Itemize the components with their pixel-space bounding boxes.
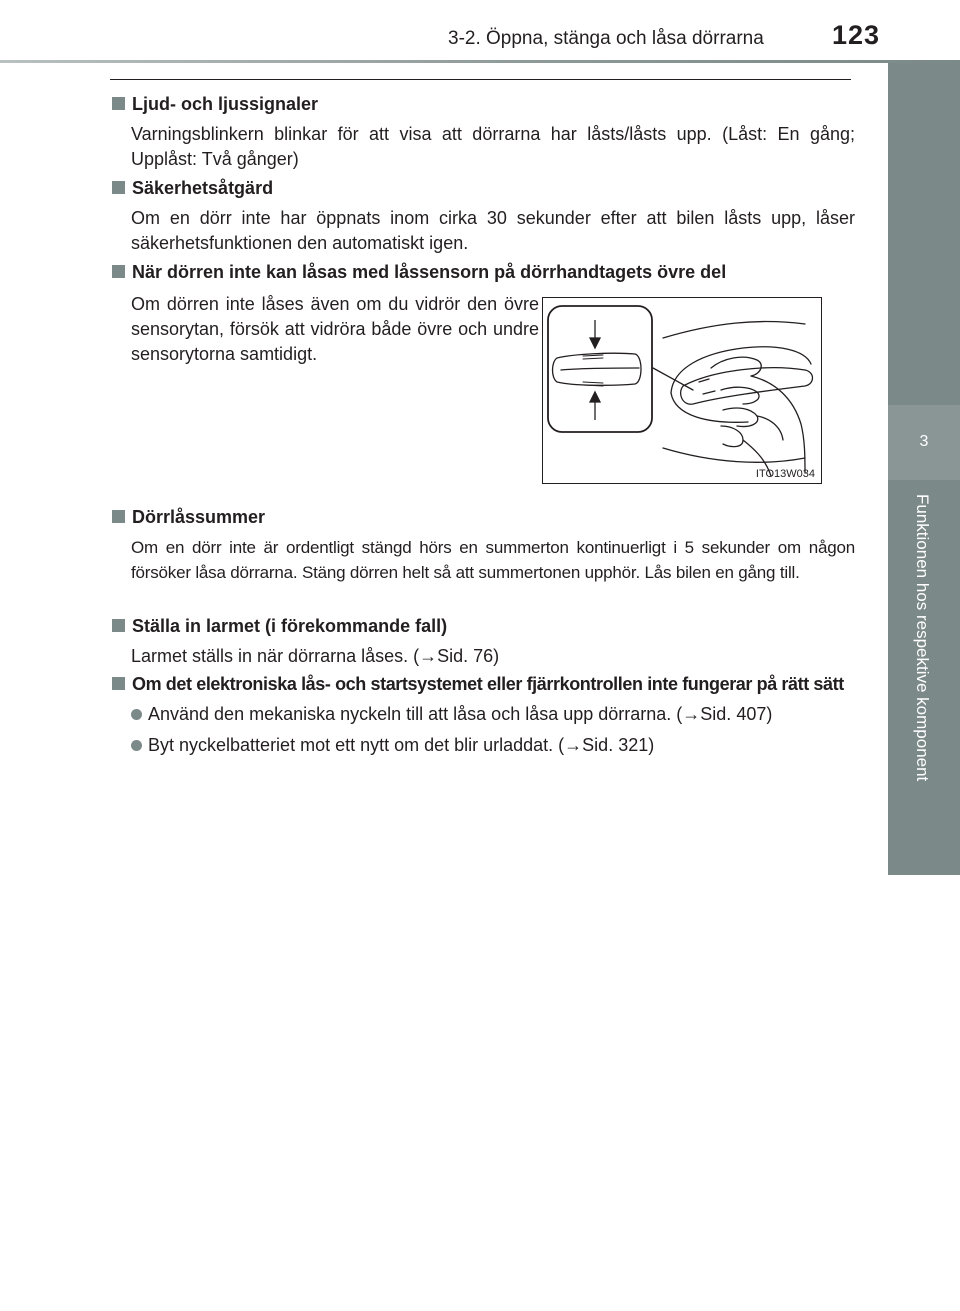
square-bullet-icon [112,619,125,632]
section-alarm-setting [110,614,855,669]
door-handle-drawing [543,298,821,483]
chapter-title: Funktionen hos respektive komponent [913,494,932,782]
side-tab-top [888,63,960,405]
list-item-text: Byt nyckelbatteriet mot ett nytt om det blir urladdat. (→Sid. 321) [148,735,655,755]
section-heading [110,260,855,284]
section-safety-measure [110,176,855,256]
section-body: Om en dörr inte har öppnats inom cirka 30 sekunder efter att bilen låsts upp, låser säkerhetsfunktionen den automatiskt igen. [131,208,855,253]
section-heading-text: Dörrlåssummer [132,507,266,527]
square-bullet-icon [112,181,125,194]
section-body: Varningsblinkern blinkar för att visa att dörrarna har låsts/låsts upp. (Låst: En gång; Upplåst: Två gånger) [131,124,855,169]
square-bullet-icon [112,677,125,690]
square-bullet-icon [112,97,125,110]
section-heading [110,505,855,529]
section-heading-text: Ljud- och ljussignaler [132,94,319,114]
section-heading [110,672,855,696]
section-smart-key-malfunction [110,672,855,758]
page-number: 123 [832,20,881,50]
circle-bullet-icon [131,709,142,720]
section-body: Larmet ställs in när dörrarna låses. (→Sid. 76) [131,646,500,666]
section-heading [110,614,855,638]
list-item [131,702,855,727]
square-bullet-icon [112,510,125,523]
section-sound-light-signals [110,92,855,172]
section-heading-text: Säkerhetsåtgärd [132,178,274,198]
square-bullet-icon [112,265,125,278]
header-rule [110,79,851,80]
chapter-number: 3 [919,433,929,450]
header-bar [0,60,960,63]
section-heading-text: Om det elektroniska lås- och startsystemet eller fjärrkontrollen inte fungerar på rätt sätt [132,674,844,694]
list-item [131,733,855,758]
section-heading-text: Ställa in larmet (i förekommande fall) [132,616,448,636]
header-section-title: 3-2. Öppna, stänga och låsa dörrarna [448,28,764,49]
chapter-tab [888,405,960,480]
section-door-lock-buzzer [110,505,855,585]
circle-bullet-icon [131,740,142,751]
door-handle-illustration [542,297,822,484]
section-lock-sensor [110,260,855,284]
list-item-text: Använd den mekaniska nyckeln till att låsa och låsa upp dörrarna. (→Sid. 407) [148,704,773,724]
section-heading [110,92,855,116]
section-heading-text: När dörren inte kan låsas med låssensorn på dörrhandtagets övre del [132,262,727,282]
section-body: Om dörren inte låses även om du vidrör den övre sensorytan, försök att vidröra både övre och undre sensorytorna samtidigt. [131,294,539,364]
section-heading [110,176,855,200]
section-body: Om en dörr inte är ordentligt stängd hörs en summerton kontinuerligt i 5 sekunder om någon försöker låsa dörrarna. Stäng dörren helt så att summertonen upphör. Lås bilen en gång till. [131,538,855,582]
page-header [0,0,960,60]
figure-id-label: ITO13W034 [755,468,815,480]
